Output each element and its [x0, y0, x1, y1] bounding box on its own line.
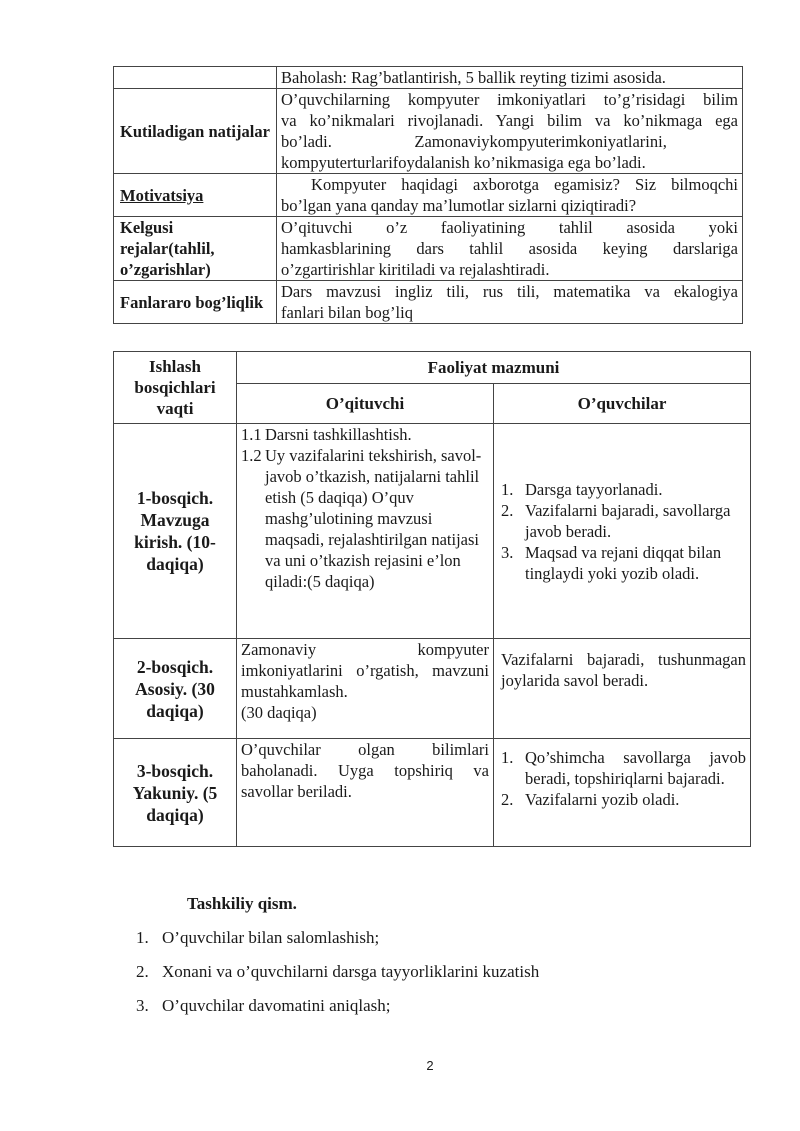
list-item: [241, 445, 489, 592]
list-item: [501, 542, 746, 584]
item-number: 1.: [501, 748, 514, 767]
activity-table: [113, 351, 751, 847]
item-text: Uy vazifalarini tekshirish, savol-javob o’tkazish, natijalarni tahlil etish (5 daqiqa) O’quv mashg’ulotining mavzusi maqsadi, rejalashtirilgan natijasi va uni o’tkazish rejasini e’lon qiladi:(5 daqiqa): [265, 446, 482, 591]
item-number: 2.: [136, 962, 149, 981]
text-line: O’qituvchi o’z faoliyatining tahlil asosida yoki: [281, 218, 738, 237]
item-number: 1.1: [241, 425, 262, 444]
item-text: Xonani va o’quvchilarni darsga tayyorliklarini kuzatish: [162, 962, 540, 981]
page-number: 2: [426, 1058, 434, 1073]
row-value: [277, 281, 743, 324]
header-stage: Ishlash bosqichlari vaqti: [114, 352, 237, 424]
item-text: Vazifalarni yozib oladi.: [525, 790, 680, 809]
students-list: [501, 747, 746, 810]
table-row: [114, 174, 743, 217]
item-text: Qo’shimcha savollarga javob beradi, topshiriqlarni bajaradi.: [525, 748, 746, 788]
list-item: [501, 500, 746, 542]
table-row: [114, 424, 751, 639]
table-row: [114, 89, 743, 174]
item-number: 2.: [501, 790, 514, 809]
text-line: va ko’nikmalari rivojlanadi. Yangi bilim va ko’nikmaga ega: [281, 111, 738, 130]
header-activity: Faoliyat mazmuni: [237, 352, 751, 384]
organizational-list: [136, 928, 539, 1030]
lesson-info-table: [113, 66, 743, 324]
text-line: bo’ladi. Zamonaviykompyuterimkoniyatlarini,: [281, 132, 667, 151]
item-text: Maqsad va rejani diqqat bilan tinglaydi yoki yozib oladi.: [525, 542, 722, 583]
teacher-time: (30 daqiqa): [241, 703, 317, 722]
list-item: [501, 479, 746, 500]
stage-cell: 2-bosqich. Asosiy. (30 daqiqa): [114, 639, 237, 739]
students-cell: [494, 424, 751, 639]
students-cell: Vazifalarni bajaradi, tushunmagan joylarida savol beradi.: [494, 639, 751, 739]
students-list: [501, 479, 746, 584]
empty-label-cell: [114, 67, 277, 89]
list-item: [501, 789, 746, 810]
row-value: [277, 174, 743, 217]
teacher-list: [241, 424, 489, 592]
text-line: fanlari bilan bog’liq: [281, 303, 413, 322]
stage-cell: 3-bosqich. Yakuniy. (5 daqiqa): [114, 739, 237, 847]
row-value: [277, 217, 743, 281]
list-item: [501, 747, 746, 789]
list-item: [136, 962, 539, 996]
item-number: 1.2: [241, 446, 262, 465]
row-label: Kutiladigan natijalar: [114, 89, 277, 174]
teacher-cell: [237, 639, 494, 739]
header-students: O’quvchilar: [494, 384, 751, 424]
text-line: hamkasblarining dars tahlil asosida keying darslariga: [281, 239, 738, 258]
teacher-cell: O’quvchilar olgan bilimlari baholanadi. Uyga topshiriq va savollar beriladi.: [237, 739, 494, 847]
header-teacher: O’qituvchi: [237, 384, 494, 424]
item-text: Darsni tashkillashtish.: [265, 425, 412, 444]
table-row: [114, 639, 751, 739]
row-label: Fanlararo bog’liqlik: [114, 281, 277, 324]
row-value: [277, 89, 743, 174]
stage-cell: 1-bosqich. Mavzuga kirish. (10-daqiqa): [114, 424, 237, 639]
text-line: Dars mavzusi ingliz tili, rus tili, matematika va ekalogiya: [281, 282, 738, 301]
students-cell: [494, 739, 751, 847]
baholash-text: Baholash: Rag’batlantirish, 5 ballik reyting tizimi asosida.: [277, 67, 743, 89]
table-header-row: [114, 352, 751, 384]
item-text: Darsga tayyorlanadi.: [525, 479, 663, 499]
teacher-text: Zamonaviy kompyuter imkoniyatlarini o’rgatish, mavzuni mustahkamlash.: [241, 640, 489, 701]
list-item: [241, 424, 489, 445]
section-title: Tashkiliy qism.: [187, 894, 297, 913]
item-number: 3.: [136, 996, 149, 1015]
teacher-cell: [237, 424, 494, 639]
item-number: 3.: [501, 542, 514, 562]
list-item: [136, 928, 539, 962]
text-line: o’zgartirishlar kiritiladi va rejalashtiradi.: [281, 260, 550, 279]
item-text: O’quvchilar bilan salomlashish;: [162, 928, 380, 947]
row-label: Kelgusi rejalar(tahlil, o’zgarishlar): [114, 217, 277, 281]
item-number: 1.: [501, 479, 514, 499]
list-item: [136, 996, 539, 1030]
table-row: [114, 739, 751, 847]
item-text: O’quvchilar davomatini aniqlash;: [162, 996, 391, 1015]
text-line: kompyuterturlarifoydalanish ko’nikmasiga ega bo’ladi.: [281, 153, 646, 172]
row-label: Motivatsiya: [114, 174, 277, 217]
item-text: Vazifalarni bajaradi, savollarga javob beradi.: [525, 500, 731, 541]
text-line: O’quvchilarning kompyuter imkoniyatlari to’g’risidagi bilim: [281, 90, 738, 109]
table-row: [114, 217, 743, 281]
table-row: [114, 67, 743, 89]
item-number: 2.: [501, 500, 514, 520]
text-line: Kompyuter haqidagi axborotga egamisiz? Siz bilmoqchi: [281, 175, 739, 194]
table-row: [114, 281, 743, 324]
text-line: bo’lgan yana qanday ma’lumotlar sizlarni qiziqtiradi?: [281, 196, 637, 215]
item-number: 1.: [136, 928, 149, 947]
